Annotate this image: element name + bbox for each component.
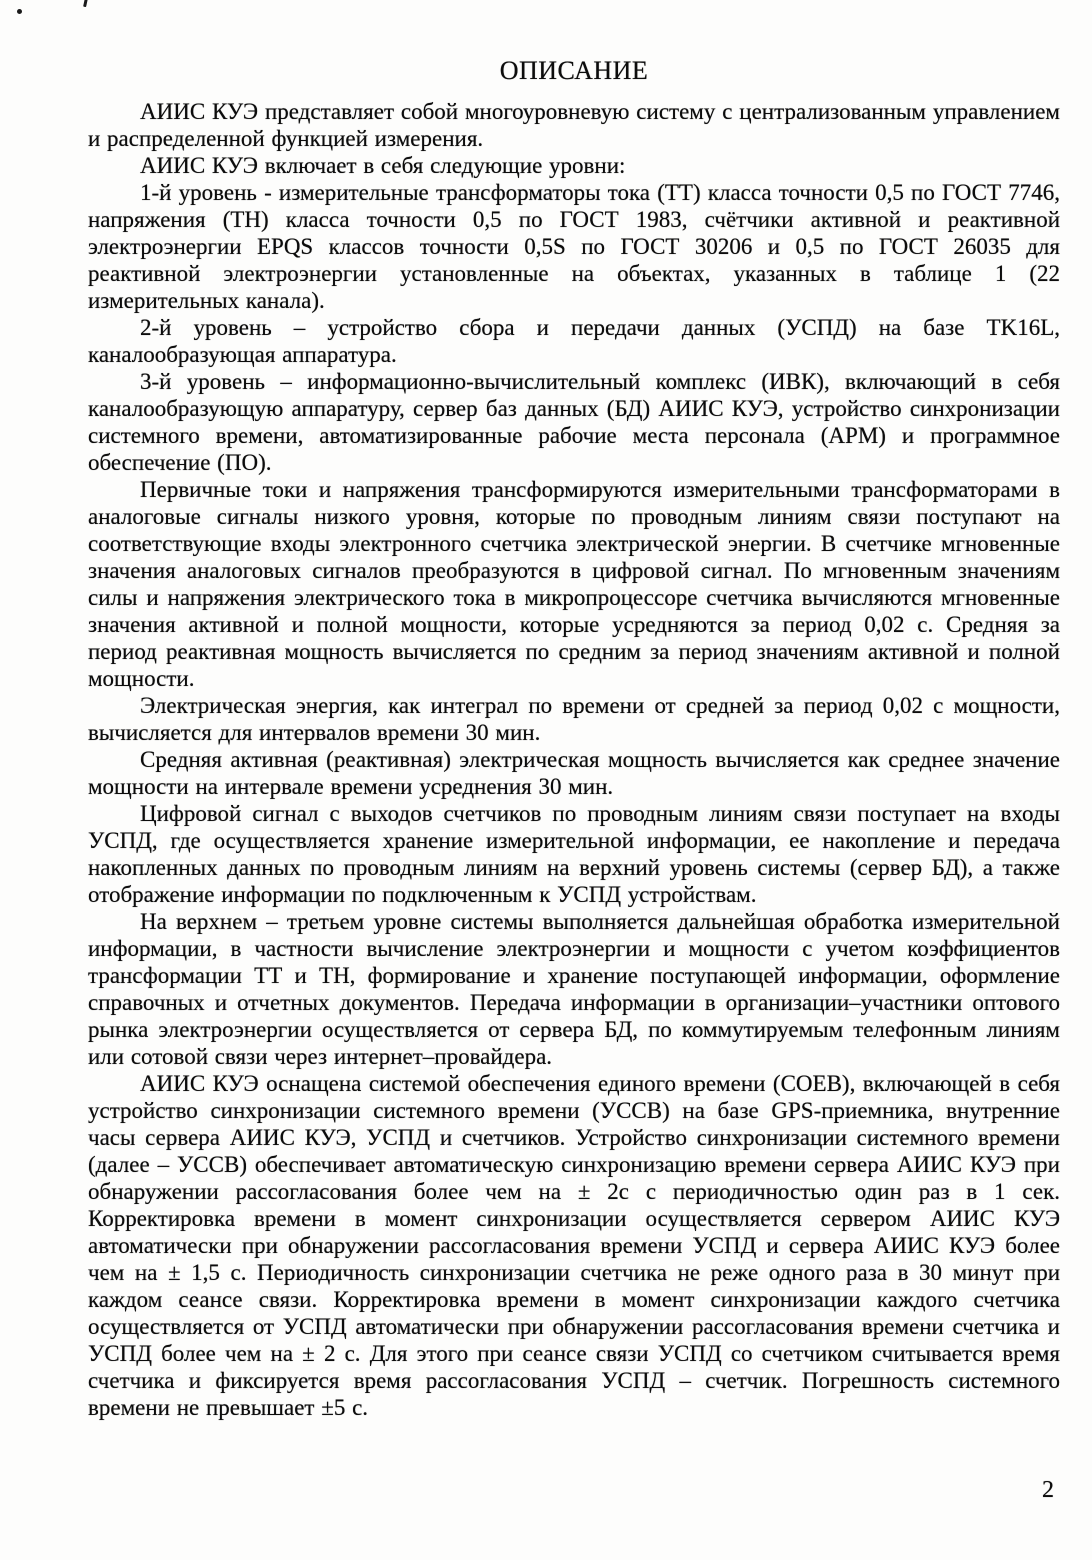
paragraph-time-sync: АИИС КУЭ оснащена системой обеспечения единого времени (СОЕВ), включающей в себя устройство синхронизации системного времени (УССВ) на базе GPS-приемника, внутренние часы сервера АИИС КУЭ, УСПД и счетчиков. Устройство синхронизации системного времени (далее – УССВ) обеспечивает автоматическую синхронизацию времени сервера АИИС КУЭ при обнаружении рассогласования более чем на ± 2с с периодичностью один раз в 1 сек. Корректировка времени в момент синхронизации осуществляется сервером АИИС КУЭ автоматически при обнаружении рассогласования времени УСПД и сервера АИИС КУЭ более чем на ± 1,5 с. Периодичность синхронизации счетчика не реже одного раза в 30 минут при каждом сеансе связи. Корректировка времени в момент синхронизации каждого счетчика осуществляется от УСПД автоматически при обнаружении рассогласования времени счетчика и УСПД более чем на ± 2 с. Для этого при сеансе связи УСПД со счетчиком считывается время счетчика и фиксируется время рассогласования УСПД – счетчик. Погрешность системного времени не превышает ±5 с. [88, 1071, 1060, 1420]
page-number: 2 [1042, 1477, 1054, 1503]
scan-artifact-dot [17, 9, 22, 14]
paragraph-upper-level: На верхнем – третьем уровне системы выполняется дальнейшая обработка измерительной информации, в частности вычисление электроэнергии и мощности с учетом коэффициентов трансформации ТТ и ТН, формирование и хранение поступающей информации, оформление справочных и отчетных документов. Передача информации в организации–участники оптового рынка электроэнергии осуществляется от сервера БД, по коммутируемым телефонным линиям или сотовой связи через интернет–провайдера. [88, 909, 1060, 1069]
paragraph-level-1: 1-й уровень - измерительные трансформаторы тока (ТТ) класса точности 0,5 по ГОСТ 7746, напряжения (ТН) класса точности 0,5 по ГОСТ 1983, счётчики активной и реактивной электроэнергии EPQS классов точности 0,5S по ГОСТ 30206 и 0,5 по ГОСТ 26035 для реактивной электроэнергии установленные на объектах, указанных в таблице 1 (22 измерительных канала). [88, 180, 1060, 313]
paragraph-level-2: 2-й уровень – устройство сбора и передачи данных (УСПД) на базе TK16L, каналообразующая аппаратура. [88, 315, 1060, 367]
document-content [88, 54, 1060, 1421]
paragraph-primary-signals: Первичные токи и напряжения трансформируются измерительными трансформаторами в аналоговые сигналы низкого уровня, которые по проводным линиям связи поступают на соответствующие входы электронного счетчика электрической энергии. В счетчике мгновенные значения аналоговых сигналов преобразуются в цифровой сигнал. По мгновенным значениям силы и напряжения электрического тока в микропроцессоре счетчика вычисляются мгновенные значения активной и полной мощности, которые усредняются за период 0,02 с. Средняя за период реактивная мощность вычисляется по средним за период значениям активной и полной мощности. [88, 477, 1060, 691]
document-body [88, 98, 1060, 1421]
page-title: ОПИСАНИЕ [499, 56, 649, 85]
paragraph-level-3: 3-й уровень – информационно-вычислительный комплекс (ИВК), включающий в себя каналообразующую аппаратуру, сервер баз данных (БД) АИИС КУЭ, устройство синхронизации системного времени, автоматизированные рабочие места персонала (АРМ) и программное обеспечение (ПО). [88, 369, 1060, 475]
paragraph-intro: АИИС КУЭ представляет собой многоуровневую систему с централизованным управлением и распределенной функцией измерения. [88, 99, 1060, 151]
paragraph-levels-lead: АИИС КУЭ включает в себя следующие уровни: [140, 153, 626, 178]
scan-artifact-tick [83, 0, 88, 7]
paragraph-digital-signal: Цифровой сигнал с выходов счетчиков по проводным линиям связи поступает на входы УСПД, где осуществляется хранение измерительной информации, ее накопление и передача накопленных данных по проводным линиям на верхний уровень системы (сервер БД), а также отображение информации по подключенным к УСПД устройствам. [88, 801, 1060, 907]
paragraph-energy-integral: Электрическая энергия, как интеграл по времени от средней за период 0,02 с мощности, вычисляется для интервалов времени 30 мин. [88, 693, 1060, 745]
paragraph-average-power: Средняя активная (реактивная) электрическая мощность вычисляется как среднее значение мощности на интервале времени усреднения 30 мин. [88, 747, 1060, 799]
